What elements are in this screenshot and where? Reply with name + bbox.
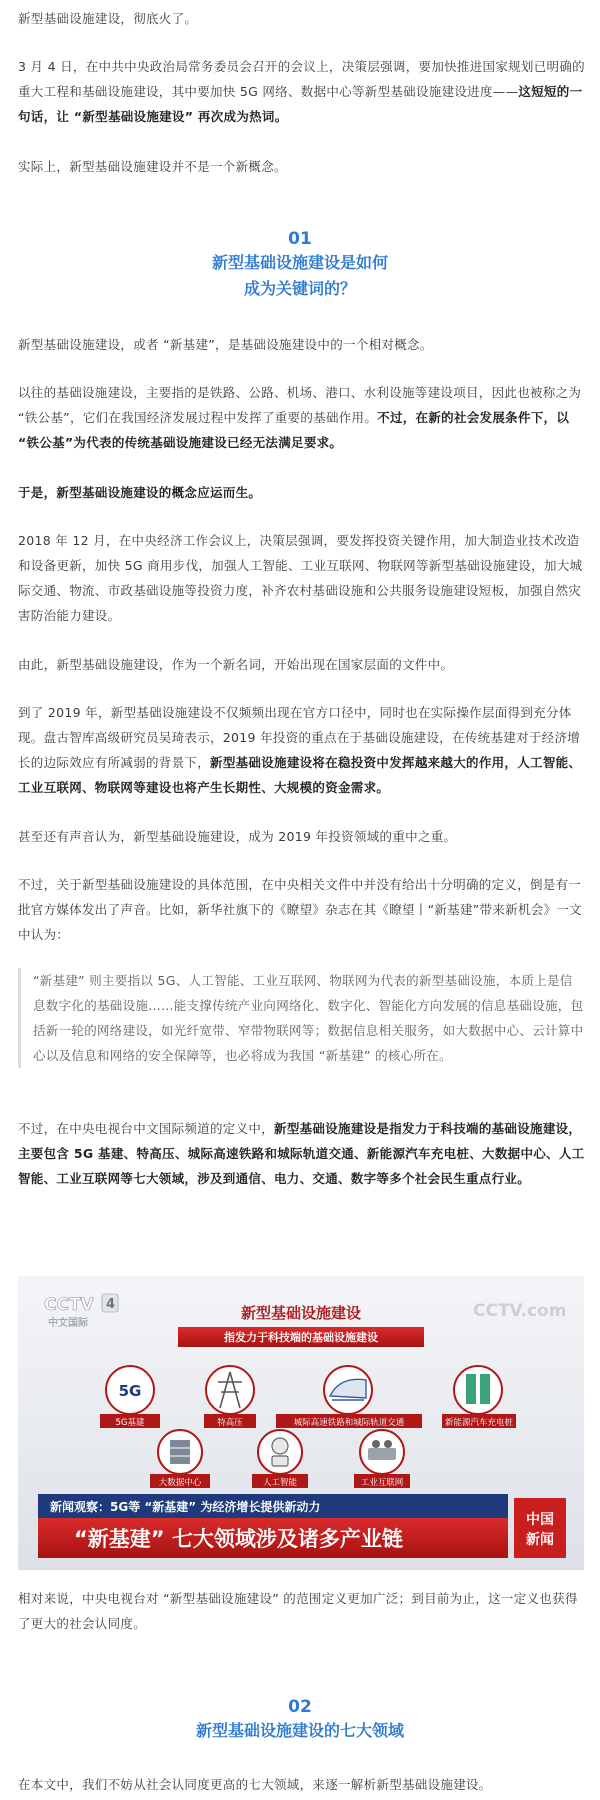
- blockquote: [18, 968, 590, 1068]
- channel-subtitle: 中文国际: [48, 1318, 88, 1329]
- bold-text: 这短短的一句话，让 “新型基础设施建设” 再次成为热词。: [18, 84, 583, 124]
- corner-logo-line1: 中国: [526, 1512, 554, 1528]
- text-run: 以往的基础设施建设，主要指的是铁路、公路、机场、港口、水利设施等建设项目，因此也被称之为 “铁公基”，它们在我国经济发展过程中发挥了重要的基础作用。: [18, 385, 582, 425]
- bold-text: 新型基础设施建设将在稳投资中发挥越来越大的作用，人工智能、工业互联网、物联网等建设也将产生长期性、大规模的资金需求。: [18, 755, 582, 795]
- section-title: 成为关键词的？: [243, 279, 356, 298]
- section-heading-02: [0, 1696, 600, 1744]
- paragraph: 不过，关于新型基础设施建设的具体范围，在中央相关文件中并没有给出十分明确的定义，倒是有一批官方媒体发出了声音。比如，新华社旗下的《瞭望》杂志在其《瞭望丨“新基建”带来新机会》一文中认为：: [18, 877, 582, 942]
- bold-text: 不过，在新的社会发展条件下，以 “铁公基”为代表的传统基础设施建设已经无法满足要求。: [18, 410, 570, 450]
- figure-subheadline: 指发力于科技端的基础设施建设: [224, 1331, 378, 1344]
- paragraph: [18, 700, 586, 800]
- text-run: 到了 2019 年，新型基础设施建设不仅频频出现在官方口径中，同时也在实际操作层面得到充分体现。盘古智库高级研究员吴琦表示，2019 年投资的重点在于基础设施建设，在传统基建对于经济增长的边际效应有所减弱的背景下，: [18, 705, 581, 770]
- figure-headline: 新型基础设施建设: [240, 1304, 362, 1322]
- paragraph: 在本文中，我们不妨从社会认同度更高的七大领域，来逐一解析新型基础设施建设。: [18, 1777, 492, 1792]
- quote-text: “新基建” 则主要指以 5G、人工智能、工业互联网、物联网为代表的新型基础设施，本质上是信息数字化的基础设施……能支撑传统产业向网络化、数字化、智能化方向发展的信息基础设施，包括新一轮的网络建设，如光纤宽带、窄带物联网等；数据信息相关服务，如大数据中心、云计算中心以及信息和网络的安全保障等，也必将成为我国 “新基建” 的核心所在。: [33, 973, 584, 1063]
- item-5g-icon: [106, 1366, 154, 1414]
- item-uhv-tower-icon: [206, 1366, 254, 1414]
- item-label: 人工智能: [262, 1478, 298, 1488]
- banner-text: “新基建” 七大领域涉及诸多产业链: [74, 1527, 403, 1551]
- ticker-text: 新闻观察：5G等 “新基建” 为经济增长提供新动力: [50, 1500, 321, 1514]
- section-heading-01: [0, 228, 600, 302]
- news-graphic: [18, 1276, 584, 1570]
- paragraph: 2018 年 12 月，在中央经济工作会议上，决策层强调，要发挥投资关键作用，加大制造业技术改造和设备更新，加快 5G 商用步伐，加强人工智能、工业互联网、物联网等新型基础设施建设，加大城际交通、物流、市政基础设施等投资力度，补齐农村基础设施和公共服务设施建设短板，加强自然灾害防治能力建设。: [18, 533, 583, 623]
- corner-logo-line2: 新闻: [526, 1532, 554, 1548]
- paragraph: [18, 54, 586, 129]
- svg-text:5G: 5G: [118, 1382, 142, 1400]
- item-ai-robot-icon: [258, 1430, 302, 1474]
- item-label: 大数据中心: [158, 1478, 202, 1488]
- item-train-icon: [324, 1366, 372, 1414]
- item-data-center-icon: [158, 1430, 202, 1474]
- paragraph: 新型基础设施建设，彻底火了。: [18, 11, 198, 26]
- paragraph: 新型基础设施建设，或者 “新基建”，是基础设施建设中的一个相对概念。: [18, 337, 433, 352]
- cctv-watermark: CCTV.com: [473, 1301, 567, 1321]
- text-run: 3 月 4 日，在中共中央政治局常务委员会召开的会议上，决策层强调，要加快推进国家规划已明确的重大工程和基础设施建设，其中要加快 5G 网络、数据中心等新型基础设施建设进度——: [18, 59, 585, 99]
- bold-text: 新型基础设施建设是指发力于科技端的基础设施建设，主要包含 5G 基建、特高压、城际高速铁路和城际轨道交通、新能源汽车充电桩、大数据中心、人工智能、工业互联网等七大领域，涉及到通信、电力、交通、数字等多个社会民生重点行业。: [18, 1121, 585, 1186]
- paragraph: [18, 380, 586, 455]
- item-industrial-internet-icon: [360, 1430, 404, 1474]
- section-number: 02: [288, 1697, 312, 1717]
- item-label: 工业互联网: [360, 1478, 404, 1488]
- section-number: 01: [288, 229, 312, 249]
- item-label: 城际高速铁路和城际轨道交通: [293, 1418, 405, 1428]
- item-label: 特高压: [217, 1418, 243, 1428]
- item-label: 新能源汽车充电桩: [444, 1418, 514, 1428]
- paragraph-bold: 于是，新型基础设施建设的概念应运而生。: [18, 485, 262, 500]
- channel-number: 4: [106, 1297, 116, 1312]
- paragraph: 实际上，新型基础设施建设并不是一个新概念。: [18, 159, 287, 174]
- paragraph: 甚至还有声音认为，新型基础设施建设，成为 2019 年投资领域的重中之重。: [18, 829, 457, 844]
- item-charging-pile-icon: [454, 1366, 502, 1414]
- paragraph: [18, 1116, 586, 1191]
- news-screenshot-image: [18, 1276, 584, 1570]
- section-title: 新型基础设施建设的七大领域: [195, 1721, 404, 1740]
- paragraph: 由此，新型基础设施建设，作为一个新名词，开始出现在国家层面的文件中。: [18, 657, 454, 672]
- text-run: 不过，在中央电视台中文国际频道的定义中，: [18, 1121, 275, 1136]
- section-title: 新型基础设施建设是如何: [211, 253, 388, 272]
- item-label: 5G基建: [115, 1418, 145, 1428]
- paragraph: 相对来说，中央电视台对 “新型基础设施建设” 的范围定义更加广泛；到目前为止，这一定义也获得了更大的社会认同度。: [18, 1591, 578, 1631]
- channel-logo: CCTV: [44, 1295, 94, 1315]
